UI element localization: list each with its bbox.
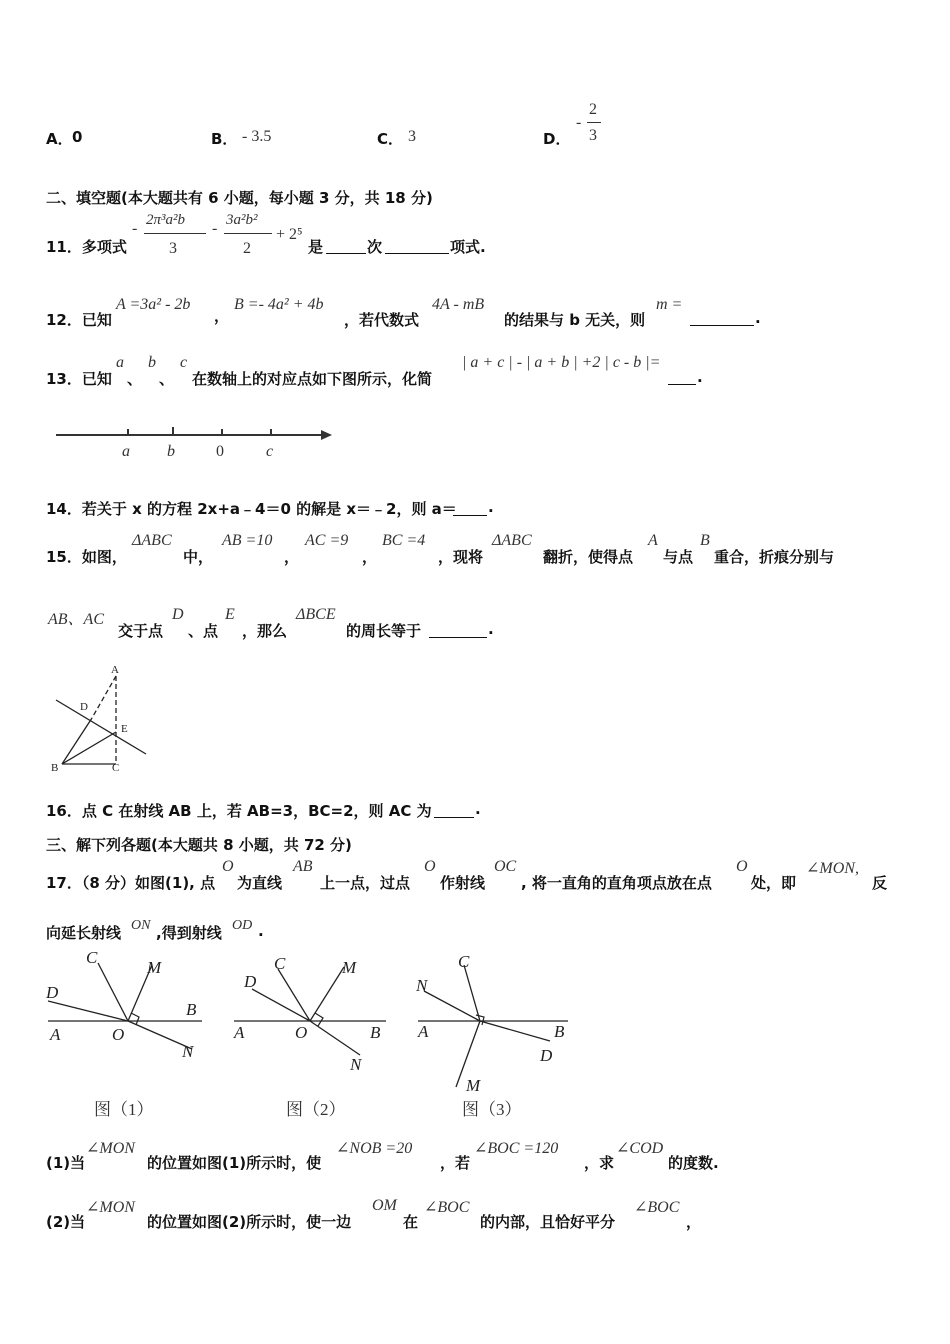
q15-text-7: ，那么 — [242, 622, 288, 640]
q17-text-3: 作射线 — [440, 874, 486, 892]
q16-blank[interactable] — [434, 816, 474, 818]
q13-b: b — [148, 354, 156, 371]
part2-text-2: 在 — [403, 1213, 419, 1231]
q17-o-1: O — [222, 858, 234, 875]
q15-prefix: 15．如图， — [46, 548, 127, 566]
part1-text-2: ，若 — [440, 1154, 471, 1172]
q11-blank-2[interactable] — [385, 252, 449, 254]
q17-od: OD — [232, 918, 253, 933]
q12-expr-a: A =3a² - 2b — [116, 296, 191, 313]
q15-end: . — [488, 620, 494, 638]
q13-sep-2: 、 — [159, 370, 175, 388]
fig2-ray-oc — [278, 969, 310, 1021]
fig3-label-c: C — [458, 952, 470, 971]
number-line-figure — [50, 420, 340, 465]
q11-fraction-1-denominator: 3 — [169, 240, 177, 257]
fig1-label-n: N — [182, 1042, 194, 1061]
q10-option-d-sign: - — [576, 114, 582, 131]
figure-3 — [415, 952, 568, 1119]
q11-text-1: 是 — [308, 238, 324, 256]
part2-text-1: 的位置如图(2)所示时，使一边 — [147, 1213, 352, 1231]
q11-minus-2: - — [212, 220, 218, 237]
q12-text-1: ，若代数式 — [344, 311, 420, 329]
q17-line2-end: . — [258, 922, 264, 940]
q11-text-2: 次 — [367, 238, 383, 256]
part2-om: OM — [372, 1197, 397, 1214]
q17-text-6: 反 — [872, 874, 888, 892]
number-line-arrow-icon — [321, 430, 332, 440]
q14-end: . — [488, 498, 494, 516]
q10-option-d-label: D． — [543, 130, 571, 148]
fig1-label-o: O — [112, 1025, 125, 1044]
fig2-ray-od — [252, 989, 310, 1021]
fig2-label-c: C — [274, 954, 286, 973]
q10-fraction-bar — [587, 122, 601, 123]
fig2-label-n: N — [350, 1055, 362, 1074]
q17-angle-figures — [40, 945, 580, 1125]
q10-option-d-denominator: 3 — [589, 127, 597, 144]
q12-blank[interactable] — [690, 324, 754, 326]
fig-label-e: E — [121, 723, 128, 735]
part2-boc: ∠BOC — [424, 1199, 470, 1216]
q17-text-2: 上一点，过点 — [320, 874, 411, 892]
fig3-label-b: B — [554, 1022, 565, 1041]
q17-text-1: 为直线 — [237, 874, 283, 892]
fig1-ray-od — [48, 1001, 128, 1021]
q15-comma-1: ， — [284, 548, 300, 566]
fig-label-d: D — [80, 701, 88, 713]
q11-fraction-bar-2 — [224, 233, 272, 234]
part2-end: ， — [686, 1213, 702, 1231]
q13-expression: | a + c | - | a + b | +2 | c - b |= — [462, 354, 661, 371]
q11-prefix: 11．多项式 — [46, 238, 127, 256]
q12-end: . — [755, 309, 761, 327]
q13-blank[interactable] — [668, 383, 696, 385]
fig3-label-d: D — [540, 1046, 553, 1065]
q14-text: 14．若关于 x 的方程 2x+a﹣4＝0 的解是 x＝﹣2，则 a＝ — [46, 500, 457, 518]
q11-fraction-1-numerator: 2π³a²b — [146, 212, 186, 228]
part1-text-1: 的位置如图(1)所示时，使 — [147, 1154, 322, 1172]
part1-boc: ∠BOC =120 — [474, 1140, 559, 1157]
segment-db — [62, 718, 92, 764]
q15-triangle-figure — [48, 660, 158, 775]
figure-2 — [233, 954, 386, 1119]
section3-title: 三、解下列各题(本大题共 8 小题，共 72 分) — [46, 836, 352, 854]
q15-text-8: 的周长等于 — [346, 622, 422, 640]
q15-blank[interactable] — [429, 636, 487, 638]
part1-nob: ∠NOB =20 — [336, 1140, 413, 1157]
fig1-ray-oc — [98, 963, 128, 1021]
q12-expr-b: B =- 4a² + 4b — [234, 296, 324, 313]
q11-plus-term: + 2⁵ — [276, 226, 303, 243]
fig3-ray-od — [480, 1021, 550, 1041]
fig3-label-m: M — [466, 1076, 481, 1095]
fig2-label-m: M — [342, 958, 357, 977]
q10-option-d-numerator: 2 — [589, 101, 597, 118]
part2-text-3: 的内部，且恰好平分 — [480, 1213, 616, 1231]
q12-comma: ， — [214, 307, 230, 325]
q15-text-1: ，现将 — [438, 548, 484, 566]
q17-ab: AB — [293, 858, 313, 875]
q10-option-b-value: - 3.5 — [242, 128, 272, 145]
fig-label-c: C — [112, 762, 120, 774]
fig1-label-c: C — [86, 948, 98, 967]
part1-text-3: ，求 — [584, 1154, 615, 1172]
q17-o-3: O — [736, 858, 748, 875]
fig2-label-d: D — [244, 972, 257, 991]
fig1-label-d: D — [46, 983, 59, 1002]
section2-title: 二、填空题(本大题共有 6 小题，每小题 3 分，共 18 分) — [46, 189, 433, 207]
q14-blank[interactable] — [453, 514, 487, 516]
part1-text-4: 的度数. — [668, 1154, 719, 1172]
part2-mon: ∠MON — [86, 1199, 135, 1216]
fig1-caption: 图（1） — [94, 1100, 154, 1119]
q15-text-4: 重合，折痕分别与 — [714, 548, 835, 566]
q12-expr-c: 4A - mB — [432, 296, 485, 313]
part2-prefix: (2)当 — [46, 1213, 86, 1231]
q17-prefix: 17．（8 分）如图(1), 点 — [46, 874, 216, 892]
q10-option-c-value: 3 — [408, 128, 416, 145]
fig3-caption: 图（3） — [462, 1100, 522, 1119]
q11-fraction-2-numerator: 3a²b² — [226, 212, 258, 228]
q15-text-6: 、点 — [188, 622, 219, 640]
q15-ac: AC =9 — [305, 532, 349, 549]
fig3-label-a: A — [418, 1022, 429, 1041]
q15-ab-ac: AB、AC — [48, 611, 104, 628]
q17-text-4: , 将一直角的直角项点放在点 — [521, 874, 712, 892]
part2-boc-2: ∠BOC — [634, 1199, 680, 1216]
fig3-label-n: N — [416, 976, 428, 995]
q17-line2-b: ,得到射线 — [156, 924, 222, 942]
q17-on: ON — [131, 918, 151, 933]
part1-mon: ∠MON — [86, 1140, 135, 1157]
segment-be — [62, 732, 116, 764]
q15-point-a: A — [648, 532, 658, 549]
q13-sep-1: 、 — [127, 370, 143, 388]
fig2-label-b: B — [370, 1023, 381, 1042]
q15-comma-2: ， — [362, 548, 378, 566]
fig2-label-o: O — [295, 1023, 308, 1042]
segment-ad-dashed — [92, 676, 116, 718]
q11-minus-1: - — [132, 220, 138, 237]
fig3-ray-oc — [464, 965, 480, 1021]
q12-prefix: 12．已知 — [46, 311, 112, 329]
fig-label-a: A — [111, 664, 119, 676]
q17-o-2: O — [424, 858, 436, 875]
q15-triangle-bce: ΔBCE — [296, 606, 336, 623]
label-b: b — [167, 443, 175, 460]
part1-prefix: (1)当 — [46, 1154, 86, 1172]
q16-text: 16．点 C 在射线 AB 上，若 AB=3，BC=2，则 AC 为 — [46, 802, 432, 820]
label-a: a — [122, 443, 130, 460]
q15-triangle-abc: ΔABC — [132, 532, 172, 549]
fold-line-de — [56, 700, 146, 754]
label-0: 0 — [216, 443, 224, 460]
q15-triangle-abc-2: ΔABC — [492, 532, 532, 549]
q15-point-d: D — [172, 606, 184, 623]
fig2-right-angle-mark — [315, 1013, 323, 1026]
q15-point-e: E — [225, 606, 235, 623]
fig1-label-b: B — [186, 1000, 197, 1019]
q16-end: . — [475, 800, 481, 818]
q11-fraction-2-denominator: 2 — [243, 240, 251, 257]
q13-a: a — [116, 354, 124, 371]
fig1-label-m: M — [147, 958, 162, 977]
q13-c: c — [180, 354, 188, 371]
q13-prefix: 13．已知 — [46, 370, 112, 388]
q11-blank-1[interactable] — [326, 252, 366, 254]
q12-expr-m: m = — [656, 296, 683, 313]
q15-bc: BC =4 — [382, 532, 426, 549]
q10-option-a-value: 0 — [72, 128, 83, 146]
fig3-ray-on — [424, 991, 480, 1021]
q12-text-2: 的结果与 b 无关，则 — [504, 311, 646, 329]
q15-text-3: 与点 — [663, 548, 694, 566]
q15-zhong: 中， — [183, 548, 214, 566]
q11-text-3: 项式. — [450, 238, 486, 256]
q10-option-b-label: B． — [211, 130, 238, 148]
q10-option-c-label: C． — [377, 130, 404, 148]
q15-point-b: B — [700, 532, 710, 549]
q15-text-5: 交于点 — [118, 622, 164, 640]
figure-1 — [45, 948, 202, 1119]
label-c: c — [266, 443, 274, 460]
q17-mon: ∠MON, — [806, 860, 859, 877]
part1-cod: ∠COD — [616, 1140, 664, 1157]
q17-oc: OC — [494, 858, 517, 875]
q11-fraction-bar-1 — [144, 233, 206, 234]
fig2-caption: 图（2） — [286, 1100, 346, 1119]
q10-option-a-label: A． — [46, 130, 73, 148]
q13-end: . — [697, 368, 703, 386]
q17-line2-a: 向延长射线 — [46, 924, 122, 942]
fig2-ray-on — [310, 1021, 360, 1055]
q13-text-1: 在数轴上的对应点如下图所示，化简 — [192, 370, 433, 388]
fig1-label-a: A — [50, 1025, 61, 1044]
q17-text-5: 处，即 — [751, 874, 797, 892]
q15-text-2: 翻折，使得点 — [543, 548, 634, 566]
fig-label-b: B — [51, 762, 59, 774]
fig2-label-a: A — [234, 1023, 245, 1042]
q15-ab: AB =10 — [222, 532, 273, 549]
